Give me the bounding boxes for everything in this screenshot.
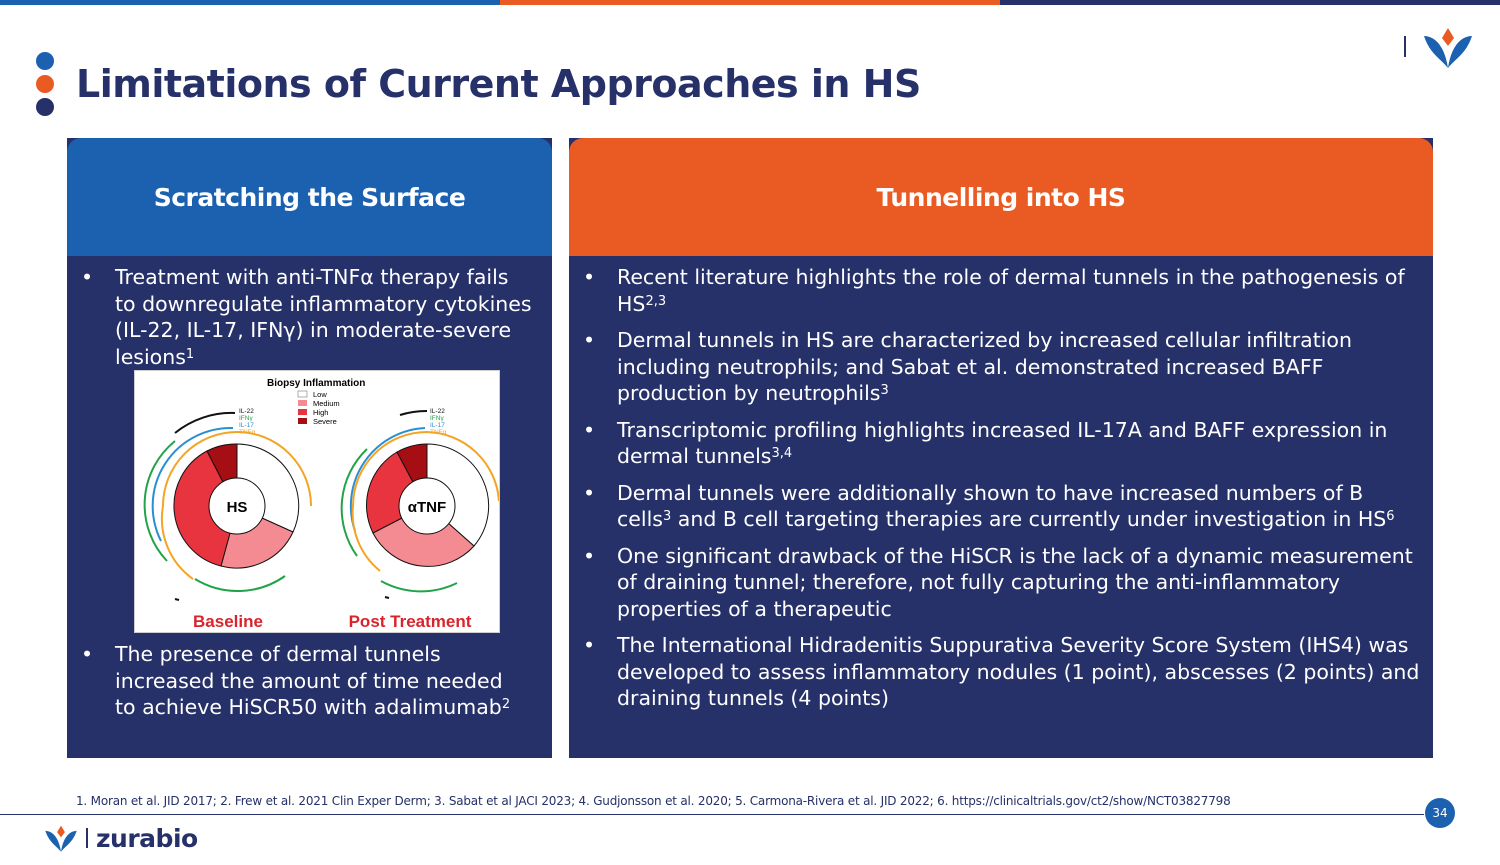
figure-legend [298, 390, 340, 426]
right-bullet-3: • Transcriptomic profiling highlights increased IL-17A and BAFF expression in dermal tunnels$^{3,4}$ [583, 417, 1388, 468]
footer-logo-text: zurabio [96, 823, 198, 853]
title-dots [36, 52, 54, 121]
right-bullet-1: • Recent literature highlights the role of dermal tunnels in the pathogenesis of HS$^{2,3}$ [583, 265, 1405, 316]
cytokine-label: IL-17 [430, 422, 445, 429]
page-number: 34 [1425, 798, 1455, 828]
donut-hs [145, 413, 311, 600]
right-panel [569, 138, 1433, 758]
right-panel-heading: Tunnelling into HS [569, 138, 1433, 256]
donut-atnf-label: αTNF [407, 499, 447, 516]
caption-baseline: Baseline [193, 612, 263, 631]
right-bullet-5: • One significant drawback of the HiSCR is the lack of a dynamic measurement of draining tunnel; therefore, not fully capturing the anti-inflammatory properties of a therapeutic [583, 543, 1413, 621]
right-bullet-6: • The International Hidradenitis Suppurativa Severity Score System (IHS4) was developed to assess inflammatory nodules (1 point), abscesses (2 points) and draining tunnels (4 points) [583, 633, 1420, 710]
right-bullet-2: • Dermal tunnels in HS are characterized by increased cellular infiltration including neutrophils; and Sabat et al. demonstrated increased BAFF production by neutrophils$^3$ [583, 328, 1352, 405]
biopsy-inflammation-figure [134, 370, 500, 633]
page-title: Limitations of Current Approaches in HS [76, 62, 921, 106]
cytokine-label: TNFα [430, 429, 447, 436]
left-bullet-2: • The presence of dermal tunnels increased the amount of time needed to achieve HiSCR50 with adalimumab$^2$ [81, 642, 511, 719]
brand-separator [1404, 36, 1406, 57]
left-bullet-1: • Treatment with anti-TNFα therapy fails to downregulate inflammatory cytokines (IL-22, IL-17, IFNγ) in moderate-severe lesions$^1$ [81, 265, 532, 369]
legend-severe: Severe [313, 417, 337, 426]
cytokine-label: IL-22 [239, 408, 254, 415]
cytokine-label: IFNγ [239, 415, 253, 422]
cytokine-label: IL-17 [239, 422, 254, 429]
left-panel-heading: Scratching the Surface [67, 138, 552, 256]
top-color-bar [0, 0, 1500, 5]
donut-hs-label: HS [226, 499, 248, 516]
right-bullet-4: • Dermal tunnels were additionally shown to have increased numbers of B cells$^3$ and B cell targeting therapies are currently under investigation in $HS^6$ [583, 480, 1395, 531]
footer-divider [0, 814, 1424, 815]
caption-post-treatment: Post Treatment [348, 612, 472, 631]
cytokine-label: IL-22 [430, 408, 445, 415]
legend-high: High [313, 408, 329, 417]
donut-atnf [342, 411, 499, 598]
legend-low: Low [313, 390, 327, 399]
legend-medium: Medium [313, 399, 340, 408]
zurabio-logo-icon [1422, 24, 1474, 74]
cytokine-label: TNFα [239, 429, 256, 436]
zurabio-mark-icon [44, 823, 78, 853]
references-footnote: 1. Moran et al. JID 2017; 2. Frew et al. 2021 Clin Exper Derm; 3. Sabat et al JACI 2023; 4. Gudjonsson et al. 2020; 5. Carmona-Rivera et al. JID 2022; 6. https://clinicaltrials.gov/ct2/show/NCT03827798 [76, 794, 1231, 808]
footer-logo [44, 823, 198, 853]
figure-title: Biopsy Inflammation [267, 378, 366, 389]
cytokine-label: IFNγ [430, 415, 444, 422]
footer-logo-separator [86, 828, 88, 848]
